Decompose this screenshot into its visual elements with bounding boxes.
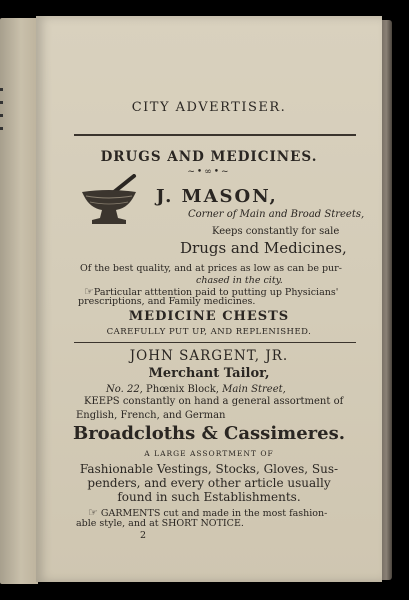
drugs-headline: Drugs and Medicines, [180, 239, 347, 257]
fashion-line-2: penders, and every other article usually [87, 476, 331, 490]
page-header: CITY ADVERTISER. [131, 100, 287, 115]
tailor-english-line: English, French, and German [76, 410, 226, 421]
address-street: Main Street, [222, 384, 286, 395]
chests-subheading: CAREFULLY PUT UP, AND REPLENISHED. [106, 327, 312, 337]
assortment-line: A LARGE ASSORTMENT OF [144, 449, 274, 458]
mortar-and-pestle-icon [78, 174, 140, 226]
tailor-address [106, 384, 286, 395]
pointing-hand-icon: ☞ [84, 285, 94, 298]
facing-page-edge [0, 18, 38, 584]
druggist-keeps-line: Keeps constantly for sale [212, 226, 340, 237]
attention-line-2: prescriptions, and Family medicines. [78, 296, 256, 307]
druggist-address: Corner of Main and Broad Streets, [188, 209, 365, 220]
tailor-keeps-line: KEEPS constantly on hand a general assortment of [84, 396, 344, 407]
page-number: 2 [140, 530, 147, 541]
section-divider [74, 342, 356, 343]
quality-line-2: chased in the city. [196, 275, 283, 286]
facing-page-marks [0, 88, 4, 148]
broadcloths-headline: Broadcloths & Cassimeres. [72, 423, 345, 444]
garments-line-2: able style, and at SHORT NOTICE. [76, 518, 244, 529]
fashion-line-3: found in such Establishments. [117, 490, 301, 504]
attention-text: Particular atttention paid to putting up Physicians' [93, 287, 339, 298]
tailor-title: Merchant Tailor, [148, 366, 270, 381]
address-number: No. 22, [106, 384, 143, 395]
address-block: Phœnix Block, [142, 384, 223, 395]
drugs-ad-title: DRUGS AND MEDICINES. [100, 149, 318, 165]
tailor-name: JOHN SARGENT, JR. [129, 348, 289, 364]
medicine-chests-heading: MEDICINE CHESTS [128, 309, 290, 324]
ornament-divider: ~•∞•~ [187, 167, 231, 177]
druggist-name: J. MASON, [156, 186, 278, 207]
garments-text: GARMENTS cut and made in the most fashion- [100, 508, 328, 519]
quality-line-1: Of the best quality, and at prices as low as can be pur- [80, 263, 342, 274]
fashion-line-1: Fashionable Vestings, Stocks, Gloves, Sus- [79, 462, 339, 476]
pointing-hand-icon: ☞ [88, 506, 98, 519]
header-rule [74, 134, 356, 136]
book-page [36, 16, 382, 582]
